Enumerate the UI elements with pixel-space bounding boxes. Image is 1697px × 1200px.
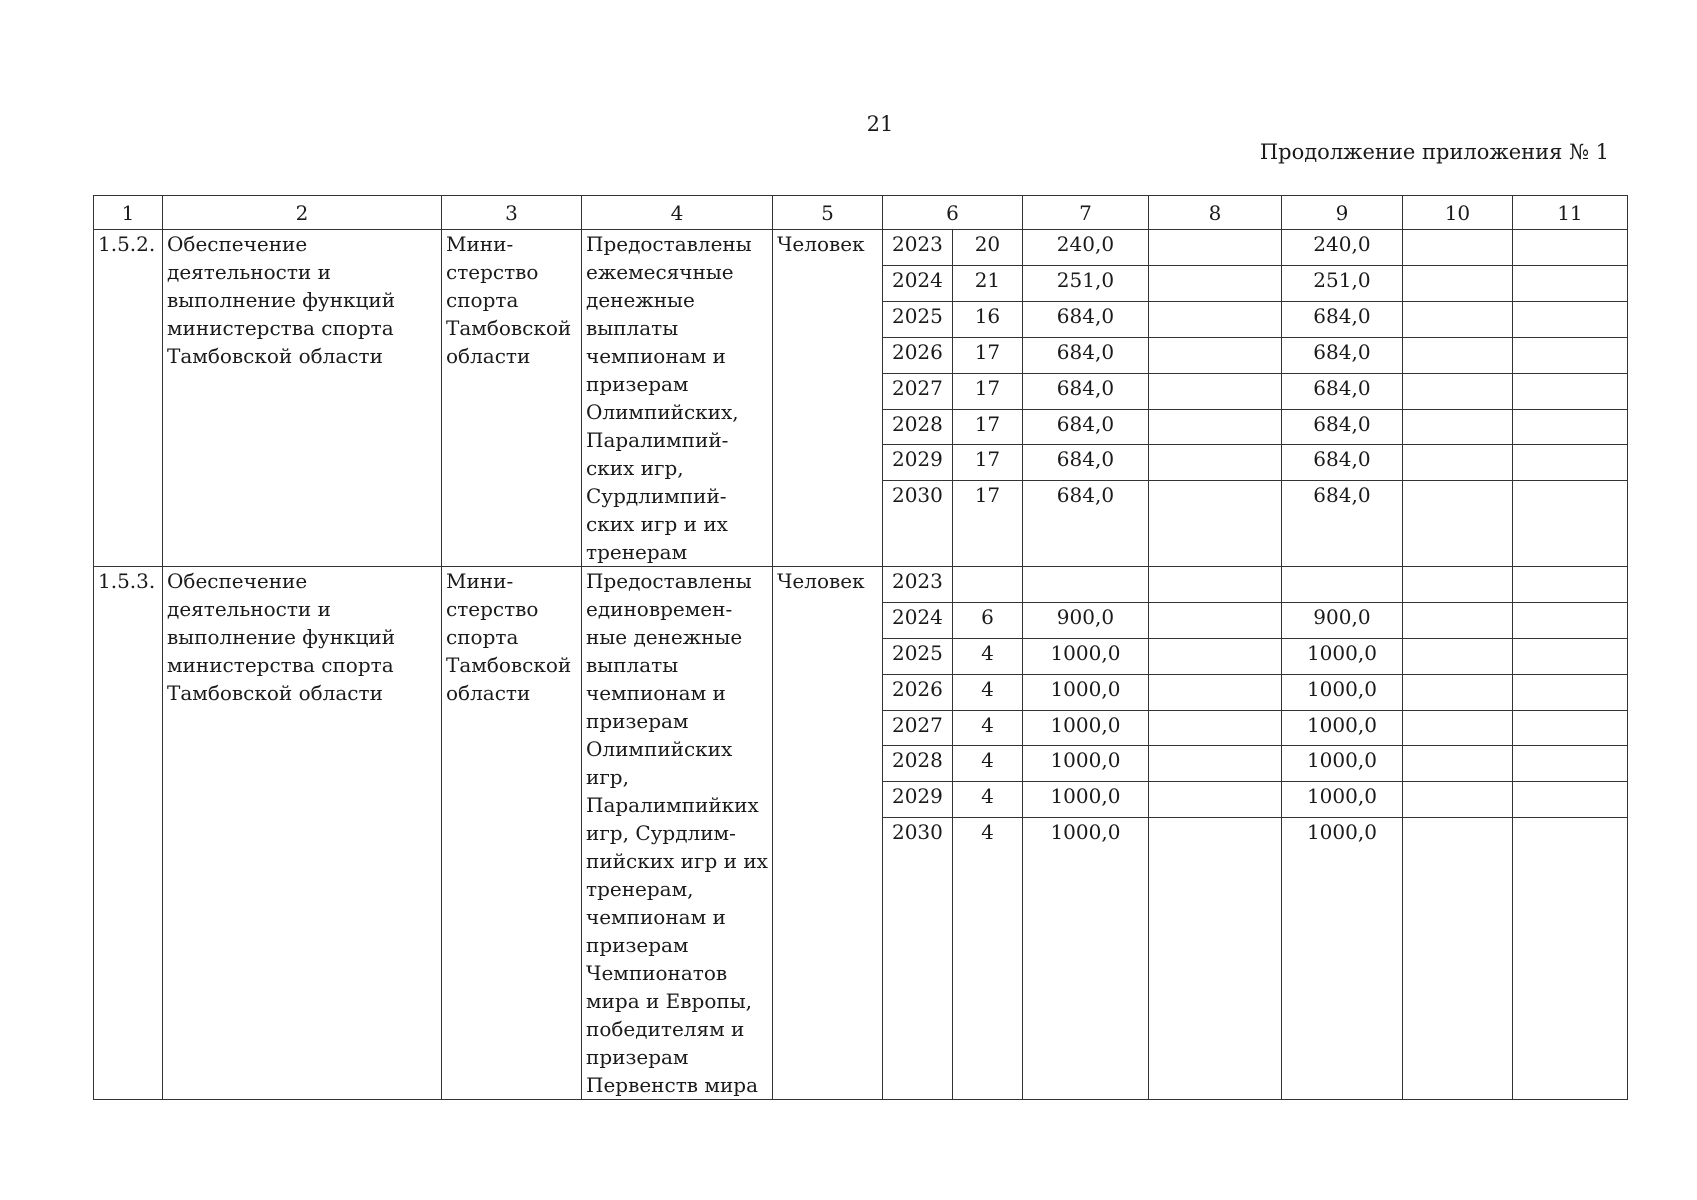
- measure-name-line: Тамбовской области: [167, 681, 383, 705]
- funding-total-cell: 1000,0: [1022, 638, 1148, 674]
- measure-result-line: Паралимпий-: [586, 428, 729, 452]
- year-cell: 2027: [882, 710, 952, 746]
- measure-name-line: выполнение функций: [167, 288, 396, 312]
- funding-col11-cell: [1512, 638, 1627, 674]
- funding-total-cell: 240,0: [1022, 230, 1148, 266]
- measure-result-line: чемпионам и: [586, 344, 726, 368]
- funding-regional-cell: 684,0: [1281, 337, 1402, 373]
- year-cell: 2028: [882, 409, 952, 445]
- funding-total-cell: 684,0: [1022, 373, 1148, 409]
- funding-regional-cell: 684,0: [1281, 445, 1402, 481]
- measure-executor-line: спорта: [446, 288, 519, 312]
- funding-total-cell: 684,0: [1022, 445, 1148, 481]
- indicator-value-cell: 20: [952, 230, 1022, 266]
- measure-result-line: Олимпийских,: [586, 400, 739, 424]
- program-measures-table: [93, 195, 1628, 1100]
- funding-col10-cell: [1402, 230, 1512, 266]
- funding-col11-cell: [1512, 409, 1627, 445]
- funding-regional-cell: 1000,0: [1281, 638, 1402, 674]
- year-cell: 2023: [882, 567, 952, 603]
- funding-col8-cell: [1148, 638, 1281, 674]
- header-cell: 6: [882, 196, 1022, 230]
- year-cell: 2024: [882, 265, 952, 301]
- measure-result-line: Первенств мира: [586, 1073, 759, 1097]
- indicator-value-cell: 16: [952, 301, 1022, 337]
- funding-col8-cell: [1148, 445, 1281, 481]
- measure-result-line: ских игр и их: [586, 512, 728, 536]
- funding-col8-cell: [1148, 373, 1281, 409]
- funding-total-cell: 1000,0: [1022, 674, 1148, 710]
- measure-result: [582, 230, 773, 567]
- measure-result-line: выплаты: [586, 653, 679, 677]
- measure-name: [163, 230, 442, 567]
- funding-col8-cell: [1148, 602, 1281, 638]
- funding-regional-cell: 251,0: [1281, 265, 1402, 301]
- measure-name-line: Тамбовской области: [167, 344, 383, 368]
- indicator-value-cell: 4: [952, 710, 1022, 746]
- measure-executor: [442, 230, 582, 567]
- funding-col10-cell: [1402, 373, 1512, 409]
- year-cell: 2029: [882, 782, 952, 818]
- indicator-value-cell: 4: [952, 746, 1022, 782]
- funding-col10-cell: [1402, 265, 1512, 301]
- year-cell: 2030: [882, 481, 952, 567]
- measure-unit: Человек: [772, 230, 882, 567]
- measure-result-line: призерам: [586, 1045, 689, 1069]
- funding-col10-cell: [1402, 746, 1512, 782]
- indicator-value-cell: 21: [952, 265, 1022, 301]
- funding-col8-cell: [1148, 409, 1281, 445]
- funding-col8-cell: [1148, 710, 1281, 746]
- indicator-value-cell: 4: [952, 818, 1022, 1100]
- funding-total-cell: 1000,0: [1022, 782, 1148, 818]
- indicator-value-cell: 4: [952, 674, 1022, 710]
- measure-result-line: ные денежные: [586, 625, 743, 649]
- funding-col8-cell: [1148, 674, 1281, 710]
- header-cell: 8: [1148, 196, 1281, 230]
- funding-col8-cell: [1148, 567, 1281, 603]
- funding-total-cell: [1022, 567, 1148, 603]
- funding-col11-cell: [1512, 445, 1627, 481]
- funding-col10-cell: [1402, 481, 1512, 567]
- funding-total-cell: 684,0: [1022, 481, 1148, 567]
- funding-col8-cell: [1148, 265, 1281, 301]
- measure-result-line: Олимпийских: [586, 737, 733, 761]
- funding-total-cell: 1000,0: [1022, 710, 1148, 746]
- measure-result-line: Сурдлимпий-: [586, 484, 727, 508]
- measure-executor: [442, 567, 582, 1100]
- measure-executor-line: спорта: [446, 625, 519, 649]
- indicator-value-cell: 17: [952, 373, 1022, 409]
- year-cell: 2029: [882, 445, 952, 481]
- page-number: 21: [866, 112, 894, 136]
- measure-result-line: игр,: [586, 765, 629, 789]
- funding-col11-cell: [1512, 710, 1627, 746]
- funding-col10-cell: [1402, 638, 1512, 674]
- measure-result-line: Паралимпийких: [586, 793, 759, 817]
- funding-col8-cell: [1148, 782, 1281, 818]
- funding-regional-cell: 900,0: [1281, 602, 1402, 638]
- funding-regional-cell: 1000,0: [1281, 710, 1402, 746]
- funding-col11-cell: [1512, 373, 1627, 409]
- measure-name-line: Обеспечение: [167, 232, 308, 256]
- measure-result-line: призерам: [586, 933, 689, 957]
- funding-regional-cell: 684,0: [1281, 301, 1402, 337]
- funding-col11-cell: [1512, 230, 1627, 266]
- funding-col8-cell: [1148, 337, 1281, 373]
- measure-executor-line: Мини-: [446, 232, 514, 256]
- appendix-continuation-note: Продолжение приложения № 1: [1259, 140, 1609, 164]
- measure-result: [582, 567, 773, 1100]
- header-cell: 1: [94, 196, 163, 230]
- measure-executor-line: Мини-: [446, 569, 514, 593]
- measure-result-line: победителям и: [586, 1017, 745, 1041]
- table-header-row: [94, 196, 1628, 230]
- measure-executor-line: области: [446, 681, 531, 705]
- measure-name-line: Обеспечение: [167, 569, 308, 593]
- measure-result-line: денежные: [586, 288, 695, 312]
- year-cell: 2025: [882, 638, 952, 674]
- measure-executor-line: области: [446, 344, 531, 368]
- measure-code: 1.5.3.: [94, 567, 163, 1100]
- funding-col11-cell: [1512, 265, 1627, 301]
- year-cell: 2024: [882, 602, 952, 638]
- funding-total-cell: 684,0: [1022, 337, 1148, 373]
- measure-name: [163, 567, 442, 1100]
- funding-total-cell: 684,0: [1022, 409, 1148, 445]
- year-cell: 2028: [882, 746, 952, 782]
- measure-result-line: пийских игр и их: [586, 849, 768, 873]
- funding-col11-cell: [1512, 301, 1627, 337]
- year-cell: 2026: [882, 337, 952, 373]
- funding-col8-cell: [1148, 230, 1281, 266]
- year-cell: 2023: [882, 230, 952, 266]
- measure-name-line: выполнение функций: [167, 625, 396, 649]
- indicator-value-cell: 4: [952, 782, 1022, 818]
- measure-result-line: мира и Европы,: [586, 989, 752, 1013]
- measure-name-line: министерства спорта: [167, 653, 394, 677]
- funding-col8-cell: [1148, 818, 1281, 1100]
- funding-col10-cell: [1402, 567, 1512, 603]
- measure-result-line: тренерам,: [586, 877, 694, 901]
- funding-col11-cell: [1512, 674, 1627, 710]
- funding-total-cell: 684,0: [1022, 301, 1148, 337]
- funding-col8-cell: [1148, 301, 1281, 337]
- header-cell: 7: [1022, 196, 1148, 230]
- measure-result-line: Предоставлены: [586, 569, 752, 593]
- funding-regional-cell: 684,0: [1281, 481, 1402, 567]
- measure-result-line: чемпионам и: [586, 681, 726, 705]
- measure-result-line: игр, Сурдлим-: [586, 821, 736, 845]
- year-cell: 2027: [882, 373, 952, 409]
- header-cell: 2: [163, 196, 442, 230]
- funding-regional-cell: [1281, 567, 1402, 603]
- header-cell: 4: [582, 196, 773, 230]
- measure-result-line: призерам: [586, 372, 689, 396]
- funding-col8-cell: [1148, 481, 1281, 567]
- table-row: [94, 230, 1628, 266]
- funding-col10-cell: [1402, 674, 1512, 710]
- year-cell: 2026: [882, 674, 952, 710]
- funding-col11-cell: [1512, 782, 1627, 818]
- measure-result-line: ежемесячные: [586, 260, 734, 284]
- funding-regional-cell: 1000,0: [1281, 674, 1402, 710]
- funding-col10-cell: [1402, 409, 1512, 445]
- measure-result-line: Предоставлены: [586, 232, 752, 256]
- funding-regional-cell: 1000,0: [1281, 782, 1402, 818]
- year-cell: 2030: [882, 818, 952, 1100]
- funding-col11-cell: [1512, 567, 1627, 603]
- measure-name-line: деятельности и: [167, 260, 331, 284]
- funding-regional-cell: 240,0: [1281, 230, 1402, 266]
- measure-result-line: выплаты: [586, 316, 679, 340]
- funding-col10-cell: [1402, 301, 1512, 337]
- indicator-value-cell: 17: [952, 445, 1022, 481]
- header-cell: 5: [772, 196, 882, 230]
- funding-col10-cell: [1402, 818, 1512, 1100]
- funding-col11-cell: [1512, 602, 1627, 638]
- measure-result-line: единовремен-: [586, 597, 733, 621]
- funding-col10-cell: [1402, 710, 1512, 746]
- measure-name-line: министерства спорта: [167, 316, 394, 340]
- funding-col11-cell: [1512, 337, 1627, 373]
- funding-col10-cell: [1402, 782, 1512, 818]
- indicator-value-cell: 4: [952, 638, 1022, 674]
- measure-result-line: призерам: [586, 709, 689, 733]
- funding-col8-cell: [1148, 746, 1281, 782]
- measure-executor-line: Тамбовской: [446, 316, 572, 340]
- measure-result-line: тренерам: [586, 540, 688, 564]
- header-cell: 3: [442, 196, 582, 230]
- funding-col10-cell: [1402, 337, 1512, 373]
- header-cell: 11: [1512, 196, 1627, 230]
- indicator-value-cell: 17: [952, 409, 1022, 445]
- measure-result-line: ских игр,: [586, 456, 684, 480]
- year-cell: 2025: [882, 301, 952, 337]
- funding-regional-cell: 1000,0: [1281, 746, 1402, 782]
- indicator-value-cell: [952, 567, 1022, 603]
- indicator-value-cell: 6: [952, 602, 1022, 638]
- measure-result-line: чемпионам и: [586, 905, 726, 929]
- table-row: [94, 567, 1628, 603]
- measure-name-line: деятельности и: [167, 597, 331, 621]
- funding-col11-cell: [1512, 481, 1627, 567]
- funding-regional-cell: 684,0: [1281, 373, 1402, 409]
- header-cell: 9: [1281, 196, 1402, 230]
- measure-executor-line: стерство: [446, 597, 539, 621]
- funding-regional-cell: 1000,0: [1281, 818, 1402, 1100]
- measure-unit: Человек: [772, 567, 882, 1100]
- measure-executor-line: стерство: [446, 260, 539, 284]
- funding-col10-cell: [1402, 602, 1512, 638]
- header-cell: 10: [1402, 196, 1512, 230]
- indicator-value-cell: 17: [952, 337, 1022, 373]
- funding-col11-cell: [1512, 746, 1627, 782]
- funding-col11-cell: [1512, 818, 1627, 1100]
- measure-code: 1.5.2.: [94, 230, 163, 567]
- funding-total-cell: 251,0: [1022, 265, 1148, 301]
- funding-regional-cell: 684,0: [1281, 409, 1402, 445]
- measure-executor-line: Тамбовской: [446, 653, 572, 677]
- measure-result-line: Чемпионатов: [586, 961, 728, 985]
- funding-total-cell: 1000,0: [1022, 818, 1148, 1100]
- funding-total-cell: 1000,0: [1022, 746, 1148, 782]
- funding-total-cell: 900,0: [1022, 602, 1148, 638]
- funding-col10-cell: [1402, 445, 1512, 481]
- indicator-value-cell: 17: [952, 481, 1022, 567]
